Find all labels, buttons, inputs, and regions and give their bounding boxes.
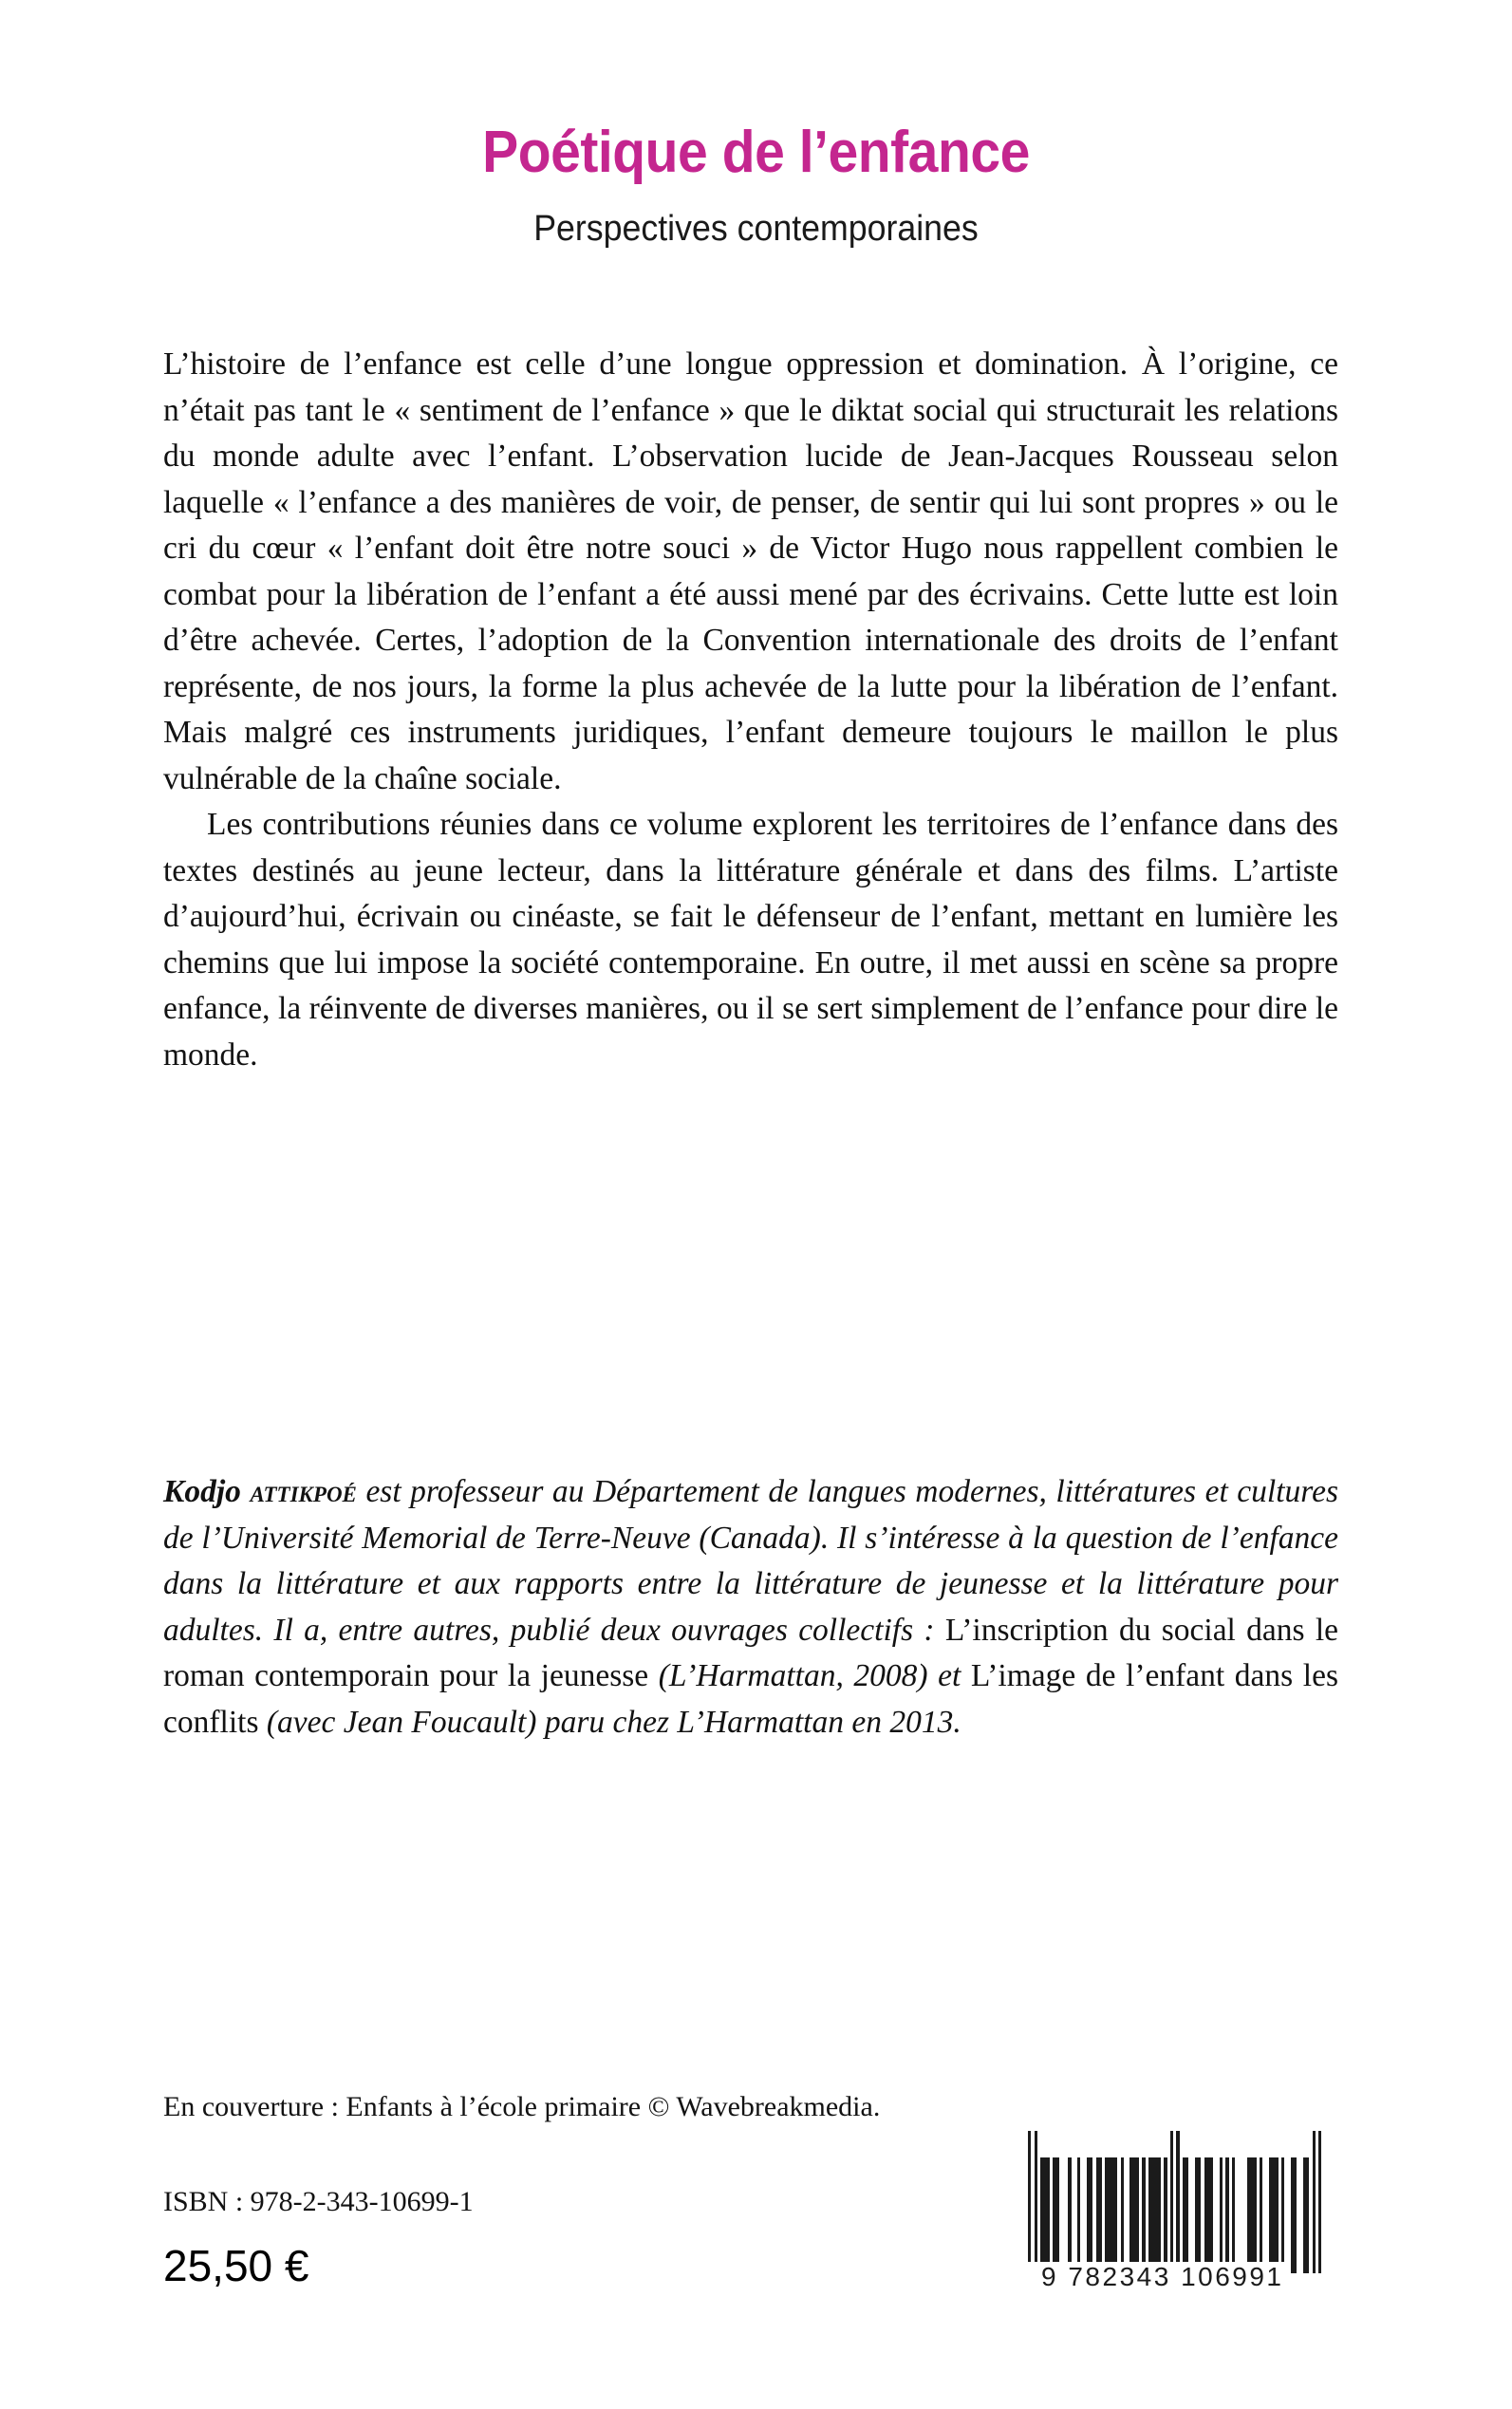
bio-segment-1: est professeur au Département de langues modernes, littératures et cultures de l’Université Memorial de Terre-Neuve (Canada). Il s’intéresse à la question de l’enfance dans la littérature et aux rapports entre la littérature de jeunesse et la littérature pour adultes. Il a, entre autres, publié deux ouvrages collectifs : xyxy=(163,1474,1338,1648)
barcode-bars xyxy=(1028,2131,1322,2273)
cover-credit: En couverture : Enfants à l’école primaire © Wavebreakmedia. xyxy=(163,2091,881,2122)
bio-work-title-1: L’inscription du social dans le roman contemporain pour la jeunesse xyxy=(163,1612,1339,1693)
title-block xyxy=(0,121,1512,252)
barcode-digits: 9 782343 106991 xyxy=(1028,2262,1284,2292)
author-last-name: attikpoé xyxy=(250,1474,357,1509)
author-bio xyxy=(163,1469,1338,1746)
bio-segment-2: (L’Harmattan, 2008) et xyxy=(648,1658,971,1693)
blurb-paragraph-1: L’histoire de l’enfance est celle d’une longue oppression et domination. À l’origine, ce n’était pas tant le « sentiment de l’enfance » que le diktat social qui structurait les relations du monde adulte avec l’enfant. L’observation lucide de Jean-Jacques Rousseau selon laquelle « l’enfance a des manières de voir, de penser, de sentir qui lui sont propres » ou le cri du cœur « l’enfant doit être notre souci » de Victor Hugo nous rappellent combien le combat pour la libération de l’enfant a été aussi mené par des écrivains. Cette lutte est loin d’être achevée. Certes, l’adoption de la Convention internationale des droits de l’enfant représente, de nos jours, la forme la plus achevée de la lutte pour la libération de l’enfant. Mais malgré ces instruments juridiques, l’enfant demeure toujours le maillon le plus vulnérable de la chaîne sociale. xyxy=(163,346,1338,796)
bio-work-title-2: L’image de l’enfant dans les conflits xyxy=(163,1658,1338,1740)
author-first-name: Kodjo xyxy=(163,1474,251,1509)
price-text: 25,50 € xyxy=(163,2241,309,2290)
author-bio-paragraph xyxy=(163,1469,1338,1746)
book-subtitle: Perspectives contemporaines xyxy=(533,209,979,250)
blurb-paragraph-2: Les contributions réunies dans ce volume explorent les territoires de l’enfance dans des textes destinés au jeune lecteur, dans la littérature générale et dans des films. L’artiste d’aujourd’hui, écrivain ou cinéaste, se fait le défenseur de l’enfant, mettant en lumière les chemins que lui impose la société contemporaine. En outre, il met aussi en scène sa propre enfance, la réinvente de diverses manières, ou il se sert simplement de l’enfance pour dire le monde. xyxy=(163,807,1338,1073)
bio-segment-3: (avec Jean Foucault) paru chez L’Harmattan en 2013. xyxy=(258,1704,961,1740)
blurb-text xyxy=(163,342,1338,1078)
isbn-text: ISBN : 978-2-343-10699-1 xyxy=(163,2186,474,2217)
barcode xyxy=(1028,2131,1322,2292)
page-title: Poétique de l’enfance xyxy=(482,120,1030,185)
